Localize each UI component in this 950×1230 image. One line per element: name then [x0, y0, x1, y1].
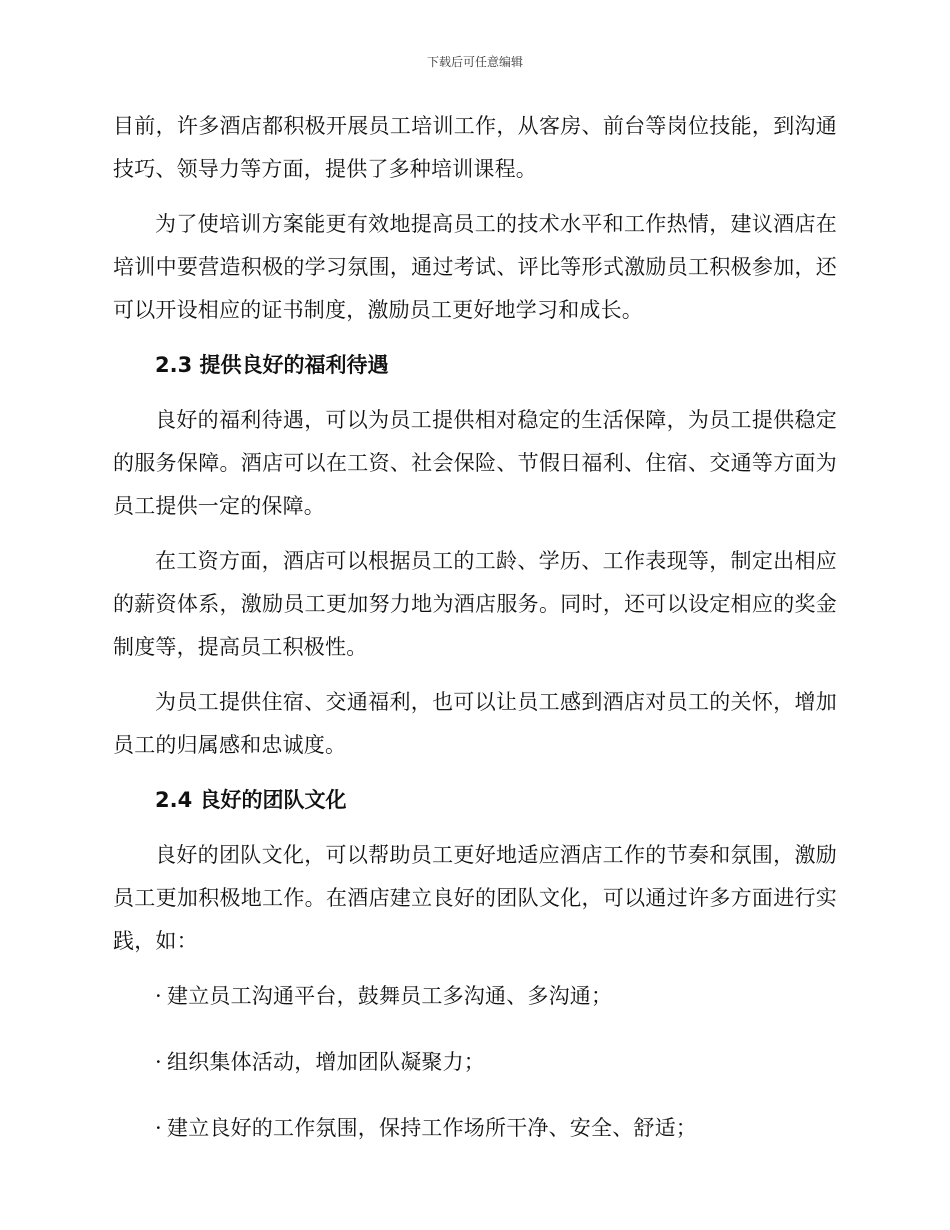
- section-heading: 2.3 提供良好的福利待遇: [155, 353, 389, 377]
- bullet-text: 建立良好的工作氛围，保持工作场所干净、安全、舒适；: [167, 1116, 697, 1140]
- paragraph: 良好的团队文化，可以帮助员工更好地适应酒店工作的节奏和氛围，激励员工更加积极地工作。在酒店建立良好的团队文化，可以通过许多方面进行实践，如：: [113, 843, 837, 953]
- paragraph: 良好的福利待遇，可以为员工提供相对稳定的生活保障，为员工提供稳定的服务保障。酒店可以在工资、社会保险、节假日福利、住宿、交通等方面为员工提供一定的保障。: [113, 408, 837, 518]
- bullet-marker: ·: [155, 1050, 162, 1074]
- bullet-marker: ·: [155, 984, 162, 1008]
- bullet-item: [113, 1041, 837, 1084]
- document-body: [113, 105, 837, 1173]
- bullet-text: 组织集体活动，增加团队凝聚力；: [167, 1050, 485, 1074]
- bullet-text: 建立员工沟通平台，鼓舞员工多沟通、多沟通；: [167, 984, 613, 1008]
- page-header: 下载后可任意编辑: [426, 55, 523, 69]
- paragraph: 为了使培训方案能更有效地提高员工的技术水平和工作热情，建议酒店在培训中要营造积极的学习氛围，通过考试、评比等形式激励员工积极参加，还可以开设相应的证书制度，激励员工更好地学习和成长。: [113, 212, 837, 322]
- bullet-item: [113, 1107, 837, 1150]
- bullet-marker: ·: [155, 1116, 162, 1140]
- bullet-item: [113, 975, 837, 1018]
- paragraph: 在工资方面，酒店可以根据员工的工龄、学历、工作表现等，制定出相应的薪资体系，激励员工更加努力地为酒店服务。同时，还可以设定相应的奖金制度等，提高员工积极性。: [113, 549, 837, 659]
- paragraph: 目前，许多酒店都积极开展员工培训工作，从客房、前台等岗位技能，到沟通技巧、领导力等方面，提供了多种培训课程。: [113, 114, 837, 181]
- section-heading: 2.4 良好的团队文化: [155, 788, 347, 812]
- paragraph: 为员工提供住宿、交通福利，也可以让员工感到酒店对员工的关怀，增加员工的归属感和忠诚度。: [113, 690, 837, 757]
